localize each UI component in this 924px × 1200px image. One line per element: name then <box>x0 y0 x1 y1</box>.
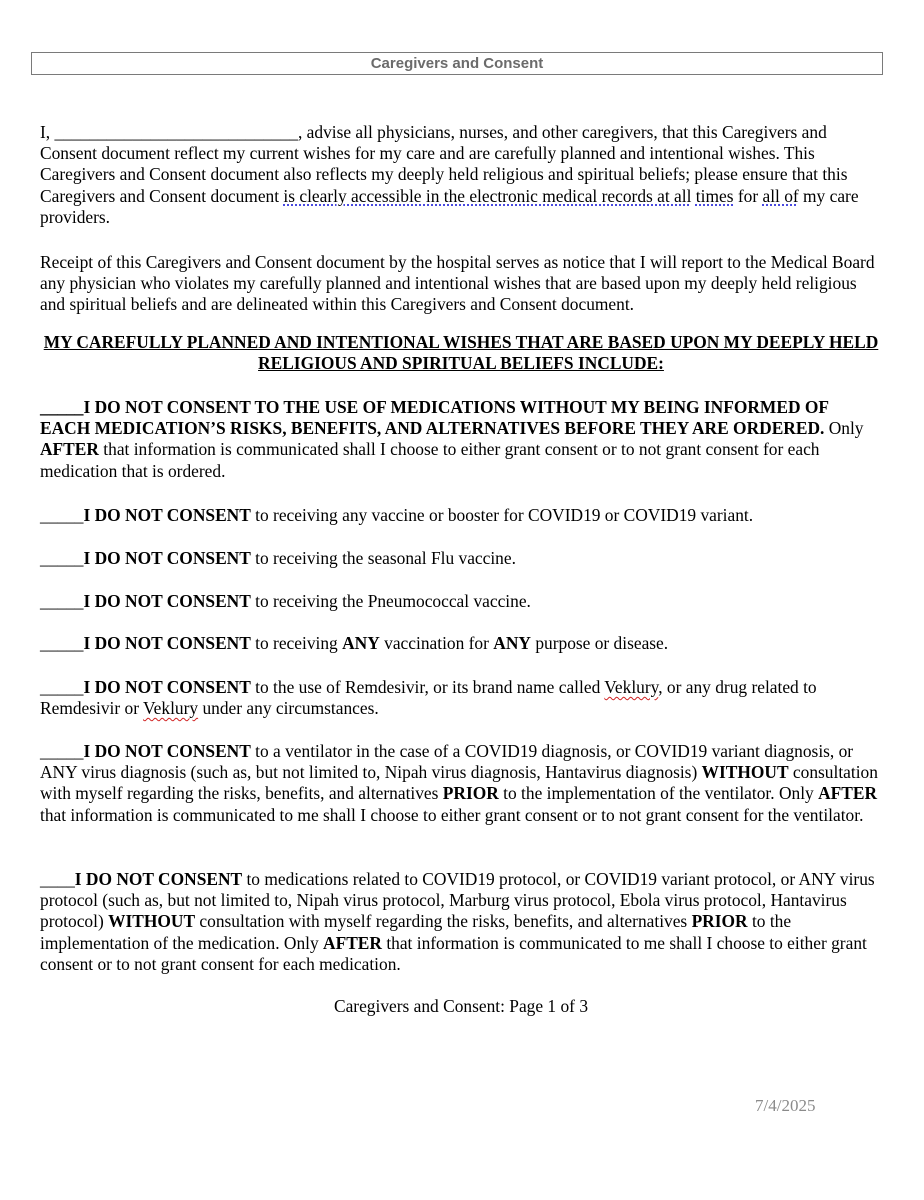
text-segment: to the use of Remdesivir, or its brand name called <box>250 677 605 697</box>
consent-item-medications <box>40 397 882 482</box>
document-date: 7/4/2025 <box>755 1096 816 1115</box>
intro-paragraph <box>40 122 882 228</box>
consent-item-remdesivir <box>40 677 882 719</box>
text-segment: purpose or disease. <box>530 633 669 653</box>
bold-text-segment: I DO NOT CONSENT <box>83 505 251 525</box>
bold-text-segment: ANY <box>342 633 380 653</box>
bold-text-segment: AFTER <box>818 783 878 804</box>
bold-text-segment: I DO NOT CONSENT <box>83 548 251 568</box>
text-segment: to receiving the seasonal Flu vaccine. <box>250 548 516 568</box>
consent-item-ventilator <box>40 741 882 826</box>
text-segment: ____ <box>40 869 75 889</box>
bold-text-segment: WITHOUT <box>701 762 789 783</box>
notice-paragraph <box>40 252 882 316</box>
bold-text-segment: AFTER <box>40 439 99 460</box>
text-segment: to receiving any vaccine or booster for COVID19 or COVID19 variant. <box>250 505 754 525</box>
text-segment: that information is communicated to me shall I choose to either grant consent or to not grant consent for each medication. <box>40 932 867 974</box>
text-segment: Receipt of this Caregivers and Consent document by the hospital serves as notice that I will report to the Medical Board any physician who violates my carefully planned and intentional wishes that are based upon my deeply held religious and spiritual beliefs and are delineated within this Caregivers and Consent document. <box>40 252 875 315</box>
text-segment: my care providers. <box>40 185 859 227</box>
text-segment: that information is communicated shall I choose to either grant consent or to not grant consent for each medication that is ordered. <box>40 439 820 481</box>
text-segment: to medications related to COVID19 protocol, or COVID19 variant protocol, or ANY virus protocol (such as, but not limited to, Nipah virus protocol, Marburg virus protocol, Ebola virus protocol, Hantavirus protocol) <box>40 869 875 932</box>
text-segment: _____ <box>40 505 84 525</box>
text-segment: to a ventilator in the case of a COVID19 diagnosis, or COVID19 variant diagnosis, or ANY virus diagnosis (such as, but not limited to, Nipah virus diagnosis, Hantavirus diagnosis) <box>40 741 854 783</box>
consent-item-any-vaccination <box>40 633 882 654</box>
bold-text-segment: I DO NOT CONSENT <box>83 741 251 761</box>
bold-text-segment: I DO NOT CONSENT <box>74 869 243 889</box>
consent-item-covid-protocol <box>40 869 882 975</box>
bold-text-segment: _____I DO NOT CONSENT TO THE USE OF MEDICATIONS WITHOUT MY BEING INFORMED OF EACH MEDICATION’S RISKS, BENEFITS, AND ALTERNATIVES BEFORE THEY ARE ORDERED. <box>40 397 829 439</box>
bold-text-segment: PRIOR <box>691 911 748 932</box>
grammar-flagged-text: all of <box>762 185 799 206</box>
consent-item-flu-vaccine <box>40 548 882 569</box>
bold-text-segment: I DO NOT CONSENT <box>83 633 251 653</box>
text-segment: to the implementation of the ventilator. Only <box>498 783 819 804</box>
bold-text-segment: WITHOUT <box>108 911 196 932</box>
text-segment: under any circumstances. <box>198 698 379 719</box>
text-segment: , or any drug related to Remdesivir or <box>40 677 817 719</box>
bold-text-segment: AFTER <box>323 932 382 953</box>
text-segment: for <box>733 185 763 206</box>
consent-item-covid-vaccine <box>40 505 882 526</box>
document-header: Caregivers and Consent <box>31 52 883 75</box>
bold-text-segment: ANY <box>493 633 531 653</box>
text-segment: to the implementation of the medication. Only <box>40 911 792 953</box>
text-segment: vaccination for <box>379 633 494 653</box>
consent-item-pneumococcal-vaccine <box>40 591 882 612</box>
text-segment: consultation with myself regarding the risks, benefits, and alternatives <box>195 911 692 932</box>
text-segment: _____ <box>40 633 84 653</box>
text-segment: to receiving <box>250 633 343 653</box>
spelling-flagged-text: Veklury <box>143 698 199 719</box>
page-number: Caregivers and Consent: Page 1 of 3 <box>333 996 589 1016</box>
text-segment: _____ <box>40 741 84 761</box>
text-segment: _____ <box>40 548 84 568</box>
spelling-flagged-text: Veklury <box>604 677 659 697</box>
text-segment: that information is communicated to me shall I choose to either grant consent or to not grant consent for the ventilator. <box>40 804 864 825</box>
bold-text-segment: PRIOR <box>442 783 499 804</box>
section-heading: MY CAREFULLY PLANNED AND INTENTIONAL WISHES THAT ARE BASED UPON MY DEEPLY HELD RELIGIOUS AND SPIRITUAL BELIEFS INCLUDE: <box>43 332 879 374</box>
grammar-flagged-text: is clearly accessible in the electronic medical records at all <box>283 185 692 206</box>
grammar-flagged-text: times <box>695 185 734 206</box>
text-segment: consultation with myself regarding the risks, benefits, and alternatives <box>40 762 878 804</box>
text-segment: to receiving the Pneumococcal vaccine. <box>250 591 531 611</box>
text-segment: _____ <box>40 677 84 697</box>
text-segment: Only <box>824 418 864 439</box>
bold-text-segment: I DO NOT CONSENT <box>83 677 251 697</box>
text-segment: I, ____________________________, advise all physicians, nurses, and other caregivers, that this Caregivers and Consent document reflect my current wishes for my care and are carefully planned and intentional wishes. This Caregivers and Consent document also reflects my deeply held religious and spiritual beliefs; please ensure that this Caregivers and Consent document <box>40 122 848 206</box>
text-segment: _____ <box>40 591 84 611</box>
bold-text-segment: I DO NOT CONSENT <box>83 591 251 611</box>
